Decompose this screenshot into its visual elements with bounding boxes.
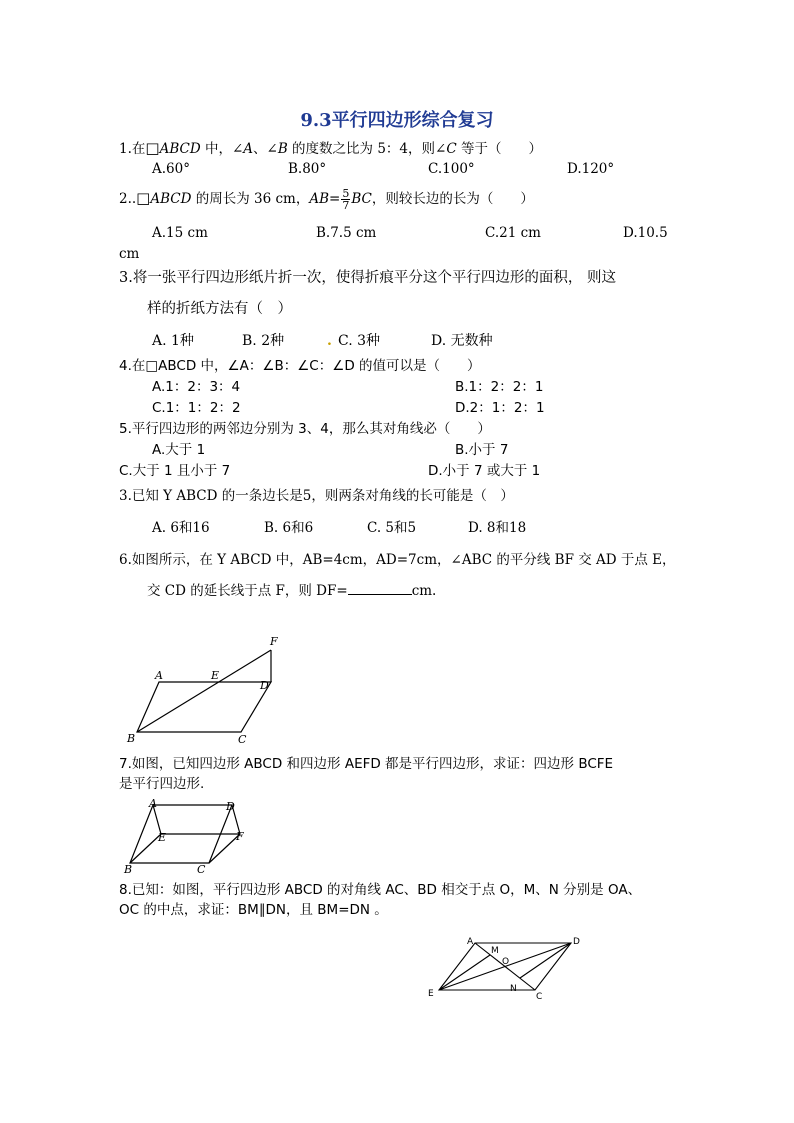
q7-figure bbox=[118, 797, 253, 877]
q4-option-b: B.1：2：2：1 bbox=[455, 379, 544, 395]
q4-option-d: D.2：1：2：1 bbox=[455, 400, 545, 416]
q2-option-c: C.21 cm bbox=[485, 225, 541, 241]
q2-option-d: D.10.5 bbox=[623, 225, 668, 241]
q6-line2: 交 CD 的延长线于点 F，则 DF= cm. bbox=[147, 583, 437, 599]
q3b-option-a: A. 6和16 bbox=[152, 520, 210, 536]
q7-label-e: E bbox=[158, 831, 167, 844]
q6-label-a: A bbox=[155, 669, 163, 682]
q3b-stem: 3.已知 Y ABCD 的一条边长是5，则两条对角线的长可能是（ ） bbox=[119, 488, 514, 504]
q7-line1: 7.如图，已知四边形 ABCD 和四边形 AEFD 都是平行四边形，求证：四边形 BCFE bbox=[119, 756, 614, 772]
q4-stem: 4.在□ABCD 中，∠A：∠B：∠C：∠D 的值可以是（ ） bbox=[119, 358, 481, 374]
q1-stem: 1.在□ABCD 中，∠A、∠B 的度数之比为 5：4，则∠C 等于（ ） bbox=[119, 139, 542, 157]
q7-label-a: A bbox=[149, 797, 157, 810]
q7-label-d: D bbox=[226, 800, 235, 813]
q1-option-c: C.100° bbox=[428, 161, 475, 177]
q2-option-b: B.7.5 cm bbox=[316, 225, 377, 241]
q6-answer-blank bbox=[348, 582, 412, 595]
q8-label-c: C bbox=[536, 992, 543, 1002]
q8-line1: 8.已知：如图，平行四边形 ABCD 的对角线 AC、BD 相交于点 O，M、N 分别是 OA、 bbox=[119, 882, 642, 898]
q6-label-b: B bbox=[127, 732, 136, 745]
page-title: 9.3平行四边形综合复习 bbox=[300, 110, 494, 131]
q3a-option-c: C. 3种 bbox=[338, 333, 381, 349]
q6-label-c: C bbox=[238, 733, 247, 745]
q6-line1: 6.如图所示，在 Y ABCD 中，AB=4cm，AD=7cm，∠ABC 的平分线 BF 交 AD 于点 E， bbox=[119, 552, 676, 568]
q7-label-f: F bbox=[236, 830, 244, 843]
q2-option-d-wrap: cm bbox=[119, 246, 140, 262]
q3a-option-b: B. 2种 bbox=[242, 333, 285, 349]
q6-label-f: F bbox=[270, 635, 278, 648]
q2-option-a: A.15 cm bbox=[152, 225, 208, 241]
q2-stem: 2..□ABCD 的周长为 36 cm，AB= $\frac{5}{7}$ BC，则较长边的长为（ ） bbox=[119, 187, 534, 212]
q4-option-a: A.1：2：3：4 bbox=[152, 379, 241, 395]
q3a-dot: . bbox=[327, 333, 332, 349]
q7-label-c: C bbox=[197, 863, 206, 876]
q8-label-a: A bbox=[467, 937, 474, 947]
q5-option-d: D.小于 7 或大于 1 bbox=[428, 463, 541, 479]
q8-figure bbox=[425, 933, 590, 1003]
q3a-option-d: D. 无数种 bbox=[431, 333, 493, 349]
q3a-line2: 样的折纸方法有（ ） bbox=[147, 301, 292, 317]
q7-line2: 是平行四边形. bbox=[119, 776, 205, 792]
q3a-option-a: A. 1种 bbox=[152, 333, 194, 349]
q8-line2: OC 的中点，求证：BM∥DN，且 BM=DN 。 bbox=[119, 902, 388, 918]
q3b-option-d: D. 8和18 bbox=[468, 520, 527, 536]
q3b-option-b: B. 6和6 bbox=[264, 520, 314, 536]
q8-label-m: M bbox=[491, 946, 499, 956]
q6-figure bbox=[110, 630, 300, 745]
q8-label-b: E bbox=[428, 989, 434, 999]
q1-option-d: D.120° bbox=[567, 161, 615, 177]
q8-label-d: D bbox=[573, 937, 580, 947]
q2-fraction: $\frac{5}{7}$ bbox=[342, 187, 350, 212]
q1-option-a: A.60° bbox=[152, 161, 190, 177]
q8-label-o: O bbox=[502, 957, 510, 967]
q5-option-b: B.小于 7 bbox=[455, 442, 509, 458]
q3a-line1: 3.将一张平行四边形纸片折一次，使得折痕平分这个平行四边形的面积， 则这 bbox=[119, 270, 616, 286]
q5-stem: 5.平行四边形的两邻边分别为 3、4，那么其对角线必（ ） bbox=[119, 421, 491, 437]
q6-label-d: D bbox=[260, 679, 269, 692]
q1-option-b: B.80° bbox=[288, 161, 327, 177]
q3b-option-c: C. 5和5 bbox=[367, 520, 417, 536]
q8-label-n: N bbox=[510, 984, 517, 994]
q6-label-e: E bbox=[211, 669, 220, 682]
q4-option-c: C.1：1：2：2 bbox=[152, 400, 241, 416]
q7-label-b: B bbox=[124, 863, 133, 876]
q5-option-a: A.大于 1 bbox=[152, 442, 206, 458]
q5-option-c: C.大于 1 且小于 7 bbox=[119, 463, 231, 479]
